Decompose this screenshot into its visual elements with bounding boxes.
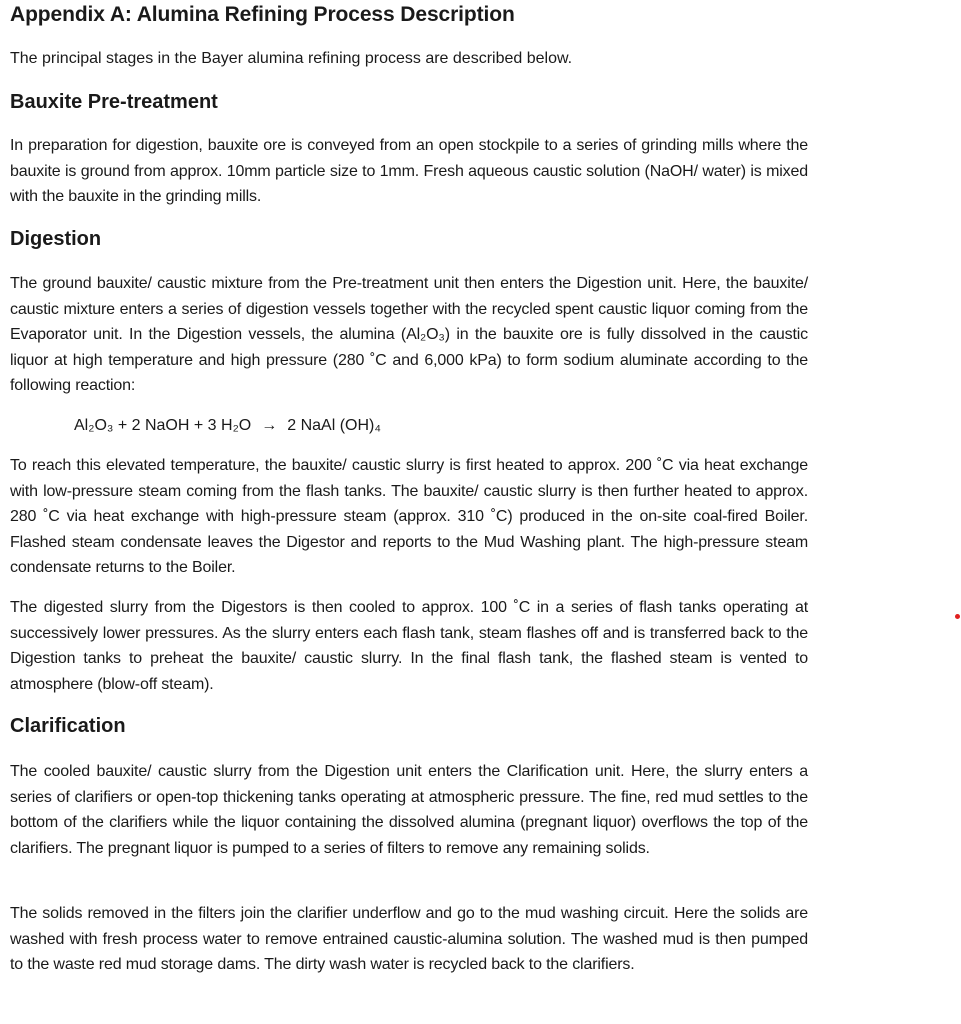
equation-reactants: Al₂O₃ + 2 NaOH + 3 H₂O xyxy=(74,417,252,434)
arrow-right-icon: → xyxy=(261,417,278,434)
paragraph-digestion-1: The ground bauxite/ caustic mixture from the Pre-treatment unit then enters the Digestion unit. Here, the bauxite/ caustic mixture enters a series of digestion vessels together with the recycled spent caustic liquor coming from the Evaporator unit. In the Digestion vessels, the alumina (Al₂O₃) in the bauxite ore is fully dissolved in the caustic liquor at high temperature and high pressure (280 ˚C and 6,000 kPa) to form sodium aluminate according to the following reaction: xyxy=(10,275,808,394)
paragraph-digestion-3: The digested slurry from the Digestors is then cooled to approx. 100 ˚C in a series of flash tanks operating at successively lower pressures. As the slurry enters each flash tank, steam flashes off and is transferred back to the Digestion tanks to preheat the bauxite/ caustic slurry. In the final flash tank, the flashed steam is vented to atmosphere (blow-off steam). xyxy=(10,599,808,693)
reaction-equation xyxy=(74,415,381,437)
heading-bauxite-pretreatment: Bauxite Pre-treatment xyxy=(10,91,218,113)
paragraph-digestion-2: To reach this elevated temperature, the bauxite/ caustic slurry is first heated to approx. 200 ˚C via heat exchange with low-pressure steam coming from the flash tanks. The bauxite/ caustic slurry is then further heated to approx. 280 ˚C via heat exchange with high-pressure steam (approx. 310 ˚C) produced in the on-site coal-fired Boiler. Flashed steam condensate leaves the Digestor and reports to the Mud Washing plant. The high-pressure steam condensate returns to the Boiler. xyxy=(10,457,808,576)
paragraph-clarification-1: The cooled bauxite/ caustic slurry from the Digestion unit enters the Clarification unit. Here, the slurry enters a series of clarifiers or open-top thickening tanks operating at atmospheric pressure. The fine, red mud settles to the bottom of the clarifiers while the liquor containing the dissolved alumina (pregnant liquor) overflows the top of the clarifiers. The pregnant liquor is pumped to a series of filters to remove any remaining solids. xyxy=(10,763,808,857)
intro-text: The principal stages in the Bayer alumina refining process are described below. xyxy=(10,50,573,67)
equation-products: 2 NaAl (OH)₄ xyxy=(287,417,381,434)
red-dot-marker xyxy=(955,614,960,619)
page-title: Appendix A: Alumina Refining Process Description xyxy=(10,3,515,26)
paragraph-pretreatment: In preparation for digestion, bauxite ore is conveyed from an open stockpile to a series of grinding mills where the bauxite is ground from approx. 10mm particle size to 1mm. Fresh aqueous caustic solution (NaOH/ water) is mixed with the bauxite in the grinding mills. xyxy=(10,137,808,205)
heading-digestion: Digestion xyxy=(10,228,102,250)
heading-clarification: Clarification xyxy=(10,715,126,737)
paragraph-clarification-2: The solids removed in the filters join the clarifier underflow and go to the mud washing circuit. Here the solids are washed with fresh process water to remove entrained caustic-alumina solution. The washed mud is then pumped to the waste red mud storage dams. The dirty wash water is recycled back to the clarifiers. xyxy=(10,905,808,973)
